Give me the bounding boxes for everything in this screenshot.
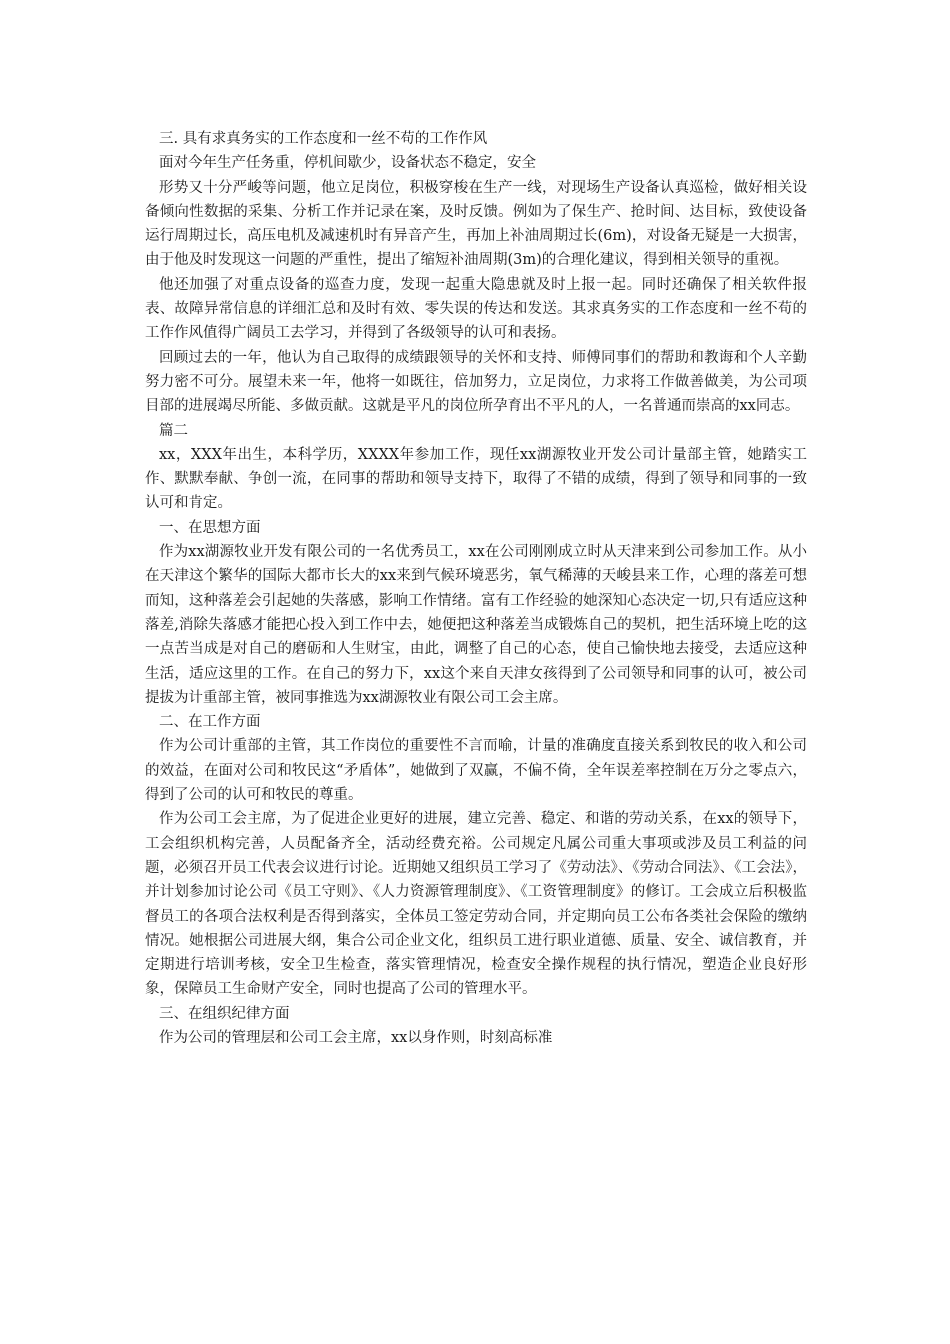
section-heading: 三. 具有求真务实的工作态度和一丝不苟的工作作风 (159, 131, 488, 147)
document-body (145, 127, 807, 1050)
paragraph: 作为xx湖源牧业开发有限公司的一名优秀员工，xx在公司刚刚成立时从天津来到公司参加工作。从小在天津这个繁华的国际大都市长大的xx来到气候环境恶劣，氧气稀薄的天峻县来工作，心理的落差可想而知，这种落差会引起她的失落感，影响工作情绪。富有工作经验的她深知心态决定一切,只有适应这种落差,消除失落感才能把心投入到工作中去，她便把这种落差当成锻炼自己的契机，把生活环境上吃的这一点苦当成是对自己的磨砺和人生财宝，由此，调整了自己的心态，使自己愉快地去接受，去适应这种生活，适应这里的工作。在自己的努力下，xx这个来自天津女孩得到了公司领导和同事的认可，被公司提拔为计重部主管，被同事推选为xx湖源牧业有限公司工会主席。 (145, 544, 807, 706)
section-heading: 一、在思想方面 (159, 519, 261, 536)
paragraph: 面对今年生产任务重，停机间歇少，设备状态不稳定，安全 (159, 155, 536, 172)
paragraph: 形势又十分严峻等问题，他立足岗位，积极穿梭在生产一线，对现场生产设备认真巡检，做好相关设备倾向性数据的采集、分析工作并记录在案，及时反馈。例如为了保生产、抢时间、达目标，致使设备运行周期过长，高压电机及减速机时有异音产生，再加上补油周期过长(6m)，对设备无疑是一大损害，由于他及时发现这一问题的严重性，提出了缩短补油周期(3m)的合理化建议，得到相关领导的重视。 (145, 179, 807, 269)
paragraph: xx，XXX年出生，本科学历，XXXX年参加工作，现任xx湖源牧业开发公司计量部主管，她踏实工作、默默奉献、争创一流，在同事的帮助和领导支持下，取得了不错的成绩，得到了领导和同事的一致认可和肯定。 (145, 446, 807, 512)
section-heading: 篇二 (159, 422, 188, 439)
paragraph: 作为公司工会主席，为了促进企业更好的进展，建立完善、稳定、和谐的劳动关系，在xx的领导下，工会组织机构完善，人员配备齐全，活动经费充裕。公司规定凡属公司重大事项或涉及员工利益的问题，必须召开员工代表会议进行讨论。近期她又组织员工学习了《劳动法》、《劳动合同法》、《工会法》，并计划参加讨论公司《员工守则》、《人力资源管理制度》、《工资管理制度》的修订。工会成立后积极监督员工的各项合法权利是否得到落实，全体员工签定劳动合同，并定期向员工公布各类社会保险的缴纳情况。她根据公司进展大纲，集合公司企业文化，组织员工进行职业道德、质量、安全、诚信教育，并定期进行培训考核，安全卫生检查，落实管理情况，检查安全操作规程的执行情况，塑造企业良好形象，保障员工生命财产安全，同时也提高了公司的管理水平。 (145, 811, 807, 998)
section-heading: 二、在工作方面 (159, 714, 261, 731)
paragraph: 他还加强了对重点设备的巡查力度，发现一起重大隐患就及时上报一起。同时还确保了相关软件报表、故障异常信息的详细汇总和及时有效、零失误的传达和发送。其求真务实的工作态度和一丝不苟的工作作风值得广阔员工去学习，并得到了各级领导的认可和表扬。 (145, 276, 807, 342)
section-heading: 三、在组织纪律方面 (159, 1005, 290, 1022)
paragraph: 作为公司计重部的主管，其工作岗位的重要性不言而喻，计量的准确度直接关系到牧民的收入和公司的效益，在面对公司和牧民这“矛盾体”，她做到了双赢，不偏不倚，全年误差率控制在万分之零点六，得到了公司的认可和牧民的尊重。 (145, 738, 807, 804)
paragraph: 作为公司的管理层和公司工会主席，xx以身作则，时刻高标准 (159, 1029, 553, 1046)
paragraph: 回顾过去的一年，他认为自己取得的成绩跟领导的关怀和支持、师傅同事们的帮助和教诲和个人辛勤努力密不可分。展望未来一年，他将一如既往，倍加努力，立足岗位，力求将工作做善做美，为公司项目部的进展竭尽所能、多做贡献。这就是平凡的岗位所孕育出不平凡的人，一名普通而崇高的xx同志。 (145, 349, 807, 415)
